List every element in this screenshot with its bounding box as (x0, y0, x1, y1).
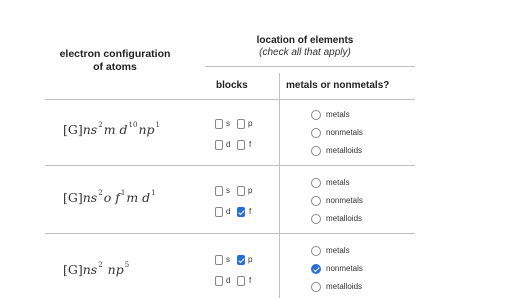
row-3-nonmetals-label: nonmetals (326, 264, 363, 273)
row-1-block-s-checkbox[interactable] (215, 119, 223, 129)
row-3-metals-radio[interactable] (311, 246, 321, 256)
row-1-block-s-label: s (226, 119, 230, 128)
metals-column-header: metals or nonmetals? (286, 80, 390, 91)
row-2-nonmetals-radio[interactable] (311, 196, 321, 206)
electron-config-header-line1: electron configuration (59, 48, 171, 60)
row-3-block-d-label: d (226, 276, 231, 285)
row-1-block-p-label: p (248, 119, 253, 128)
row-3-block-s-label: s (226, 255, 230, 264)
formula-row-2: $[G]ns^2o$ $f^1m$ $d^1$ (63, 189, 156, 205)
row-1-block-p-checkbox[interactable] (237, 119, 245, 129)
row-3-block-f-checkbox[interactable] (237, 276, 245, 286)
row-1-divider (45, 165, 415, 166)
row-2-metals-label: metals (326, 178, 350, 187)
row-1-block-f-label: f (249, 140, 252, 149)
row-2-block-p-checkbox[interactable] (237, 186, 245, 196)
row-3-block-p-label: p (248, 255, 253, 264)
row-2-block-d-label: d (226, 207, 231, 216)
row-2-divider (45, 233, 415, 234)
row-2-block-f-label: f (249, 207, 252, 216)
formula-row-1: $[G]ns^2m$ $d^{10}np^1$ (63, 121, 160, 137)
header-bottom-border (45, 99, 415, 100)
row-2-block-s-label: s (226, 186, 230, 195)
formula-row-3: $[G]ns^2$ $np^5$ (63, 261, 130, 277)
row-3-metalloids-label: metalloids (326, 282, 363, 291)
row-3-block-p-checkbox[interactable] (237, 255, 245, 265)
row-3-block-d-checkbox[interactable] (215, 276, 223, 286)
row-2-block-s-checkbox[interactable] (215, 186, 223, 196)
row-1-metalloids-label: metalloids (326, 146, 363, 155)
electron-config-header-line2: of atoms (93, 61, 137, 73)
row-1-nonmetals-radio[interactable] (311, 128, 321, 138)
row-1-block-f-checkbox[interactable] (237, 140, 245, 150)
row-2-block-d-checkbox[interactable] (215, 207, 223, 217)
row-3-nonmetals-radio[interactable] (311, 264, 321, 274)
row-2-metalloids-label: metalloids (326, 214, 363, 223)
row-1-block-d-label: d (226, 140, 231, 149)
row-1-block-d-checkbox[interactable] (215, 140, 223, 150)
row-1-metalloids-radio[interactable] (311, 146, 321, 156)
row-1-metals-radio[interactable] (311, 110, 321, 120)
row-3-block-s-checkbox[interactable] (215, 255, 223, 265)
row-2-metalloids-radio[interactable] (311, 214, 321, 224)
row-1-metals-label: metals (326, 110, 350, 119)
row-2-metals-radio[interactable] (311, 178, 321, 188)
row-1-nonmetals-label: nonmetals (326, 128, 363, 137)
row-3-metals-label: metals (326, 246, 350, 255)
location-header: location of elements (256, 35, 354, 46)
row-2-block-f-checkbox[interactable] (237, 207, 245, 217)
column-divider (279, 73, 280, 298)
row-3-block-f-label: f (249, 276, 252, 285)
header-top-border (205, 66, 415, 67)
row-2-nonmetals-label: nonmetals (326, 196, 363, 205)
row-3-metalloids-radio[interactable] (311, 282, 321, 292)
location-subheader: (check all that apply) (259, 47, 351, 58)
blocks-column-header: blocks (216, 80, 248, 91)
row-2-block-p-label: p (248, 186, 253, 195)
electron-config-header (45, 48, 185, 74)
